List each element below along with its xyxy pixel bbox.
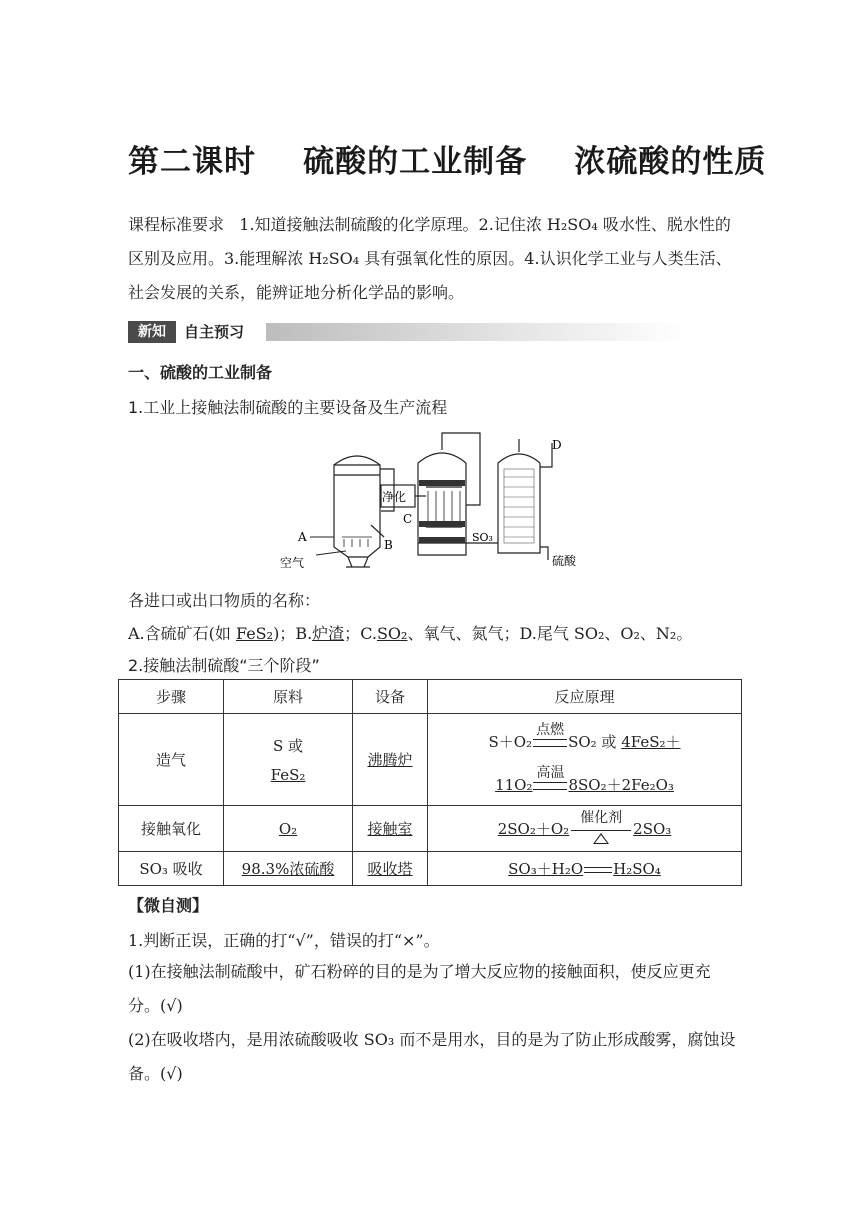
raw-line-1: S 或	[272, 737, 304, 755]
io-d: D.尾气 SO₂、O₂、N₂。	[519, 624, 693, 643]
cell-step: 造气	[119, 714, 224, 806]
curriculum-standard	[128, 208, 738, 310]
eq3-left: 2SO₂＋O₂	[497, 820, 570, 838]
io-c-answer: SO₂	[376, 624, 408, 643]
eq4-sign	[584, 867, 612, 873]
io-prompt: 各进口或出口物质的名称：	[128, 591, 321, 610]
label-d: D	[552, 438, 562, 452]
equipment-answer: 接触室	[367, 820, 413, 838]
eq1-condition: 点燃	[536, 721, 565, 738]
eq1-right: SO₂ 或	[568, 732, 622, 751]
raw-answer: 98.3%浓硫酸	[241, 860, 335, 878]
page-title: 第二课时 硫酸的工业制备 浓硫酸的性质	[128, 144, 767, 180]
label-b: B	[384, 538, 393, 552]
cell-equipment	[353, 714, 428, 806]
label-c: C	[403, 512, 413, 526]
io-b-suffix: ；	[344, 624, 361, 643]
cell-principle	[428, 714, 742, 806]
tf-item: (1)在接触法制硫酸中，矿石粉碎的目的是为了增大反应物的接触面积，使反应更充分。(√)	[128, 962, 711, 1015]
table-row	[119, 714, 742, 806]
table-row	[119, 806, 742, 852]
tf-item: (2)在吸收塔内，是用浓硫酸吸收 SO₃ 而不是用水，目的是为了防止形成酸雾，腐蚀设备。(√)	[128, 1030, 736, 1083]
io-a-prefix: A.含硫矿石(如	[128, 624, 236, 643]
eq2-sign	[533, 764, 567, 790]
eq4-right: H₂SO₄	[613, 860, 661, 878]
th-principle: 反应原理	[428, 680, 742, 714]
io-c-prefix: C.	[360, 624, 377, 643]
io-b-prefix: B.	[295, 624, 313, 643]
banner-bar	[266, 323, 684, 341]
microtest-heading: 【微自测】	[128, 896, 209, 915]
label-so3: SO₃	[472, 531, 493, 544]
standard-label: 课程标准要求	[128, 215, 225, 234]
cell-principle	[428, 852, 742, 886]
io-answers	[128, 621, 692, 644]
label-a: A	[298, 530, 307, 544]
eq3-condition: 催化剂	[580, 809, 623, 826]
cell-raw	[224, 714, 353, 806]
cell-equipment	[353, 806, 428, 852]
eq2-condition: 高温	[536, 764, 565, 781]
raw-line-2: FeS₂	[270, 766, 306, 784]
question-1: 1.判断正误，正确的打“√”，错误的打“×”。	[128, 931, 440, 950]
banner-tag: 新知	[128, 321, 176, 343]
cell-step: SO₃ 吸收	[119, 852, 224, 886]
section-heading: 一、硫酸的工业制备	[128, 363, 273, 382]
io-a-answer: FeS₂	[235, 624, 274, 643]
th-step: 步骤	[119, 680, 224, 714]
io-a-suffix: )；	[273, 624, 296, 643]
subsection-2: 2.接触法制硫酸“三个阶段”	[128, 656, 320, 675]
th-equipment: 设备	[353, 680, 428, 714]
eq3-right: 2SO₃	[633, 820, 672, 838]
standard-text: 1.知道接触法制硫酸的化学原理。2.记住浓 H₂SO₄ 吸水性、脱水性的区别及应用。3.能理解浓 H₂SO₄ 具有强氧化性的原因。4.认识化学工业与人类生活、社会发展的关系，能辨证地分析化学品的影响。	[128, 215, 732, 302]
table-header-row	[119, 680, 742, 714]
stages-table	[118, 679, 742, 886]
raw-answer: O₂	[278, 819, 298, 838]
eq4-left: SO₃＋H₂O	[508, 860, 584, 878]
cell-principle	[428, 806, 742, 852]
eq3-sign	[571, 809, 631, 831]
equipment-answer: 吸收塔	[367, 860, 413, 878]
cell-raw	[224, 852, 353, 886]
cell-equipment	[353, 852, 428, 886]
eq2-right: 8SO₂＋2Fe₂O₃	[568, 775, 674, 794]
banner-heading: 自主预习	[184, 323, 245, 341]
eq2-start: 4FeS₂＋	[621, 732, 681, 751]
eq2-left: 11O₂	[495, 775, 533, 794]
io-b-answer: 炉渣	[312, 624, 345, 643]
label-air: 空气	[280, 556, 305, 570]
equipment-answer: 沸腾炉	[367, 751, 413, 769]
cell-raw	[224, 806, 353, 852]
eq1-left: S＋O₂	[488, 732, 533, 751]
heat-triangle-icon	[593, 833, 609, 844]
label-purify: 净化	[382, 490, 407, 504]
th-raw: 原料	[224, 680, 353, 714]
eq1-sign	[533, 721, 567, 747]
io-c-suffix: 、氧气、氮气；	[407, 624, 520, 643]
table-row	[119, 852, 742, 886]
section-banner	[128, 321, 684, 343]
label-acid: 硫酸	[552, 554, 577, 568]
process-diagram	[276, 425, 586, 575]
cell-step: 接触氧化	[119, 806, 224, 852]
subsection-1: 1.工业上接触法制硫酸的主要设备及生产流程	[128, 398, 448, 417]
